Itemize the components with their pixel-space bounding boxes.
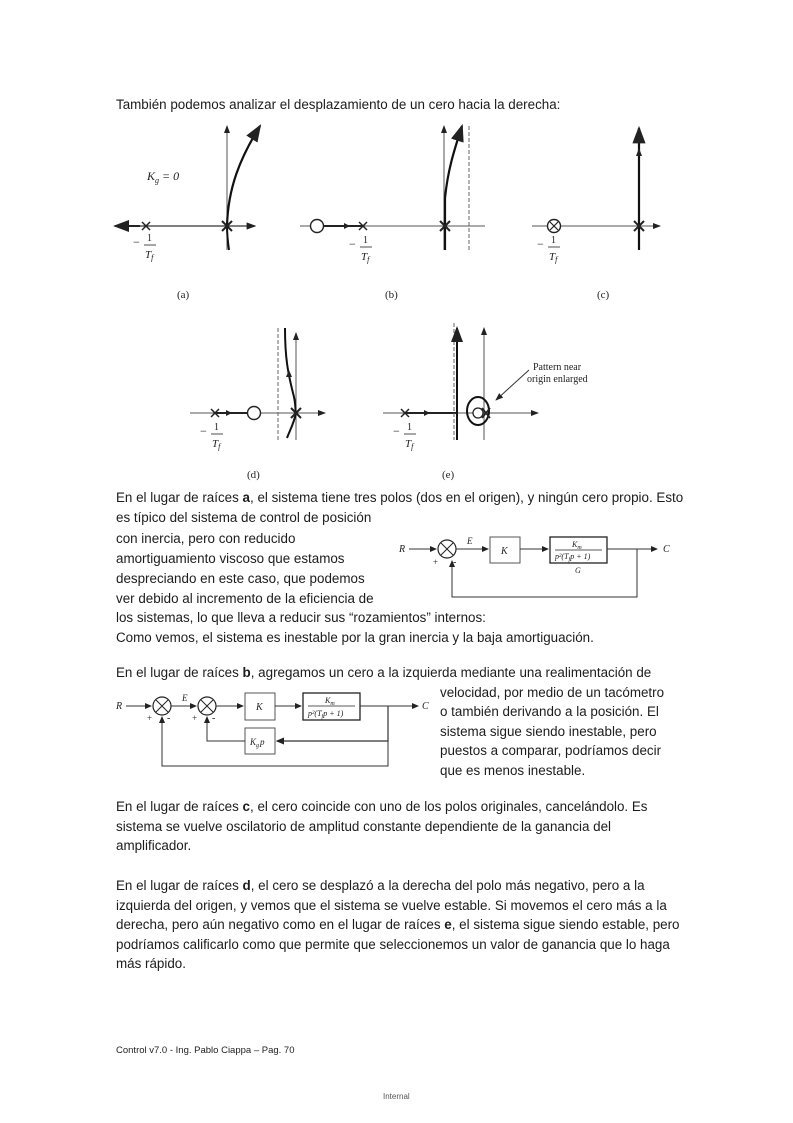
classification-label: Internal — [383, 1092, 410, 1101]
fraction-num: 1 — [147, 233, 152, 244]
para-b-line2: velocidad, por medio de un tacómetro — [440, 685, 665, 700]
svg-text:K: K — [256, 702, 263, 713]
para-b-line3: o también derivando a la posición. El — [440, 704, 659, 719]
svg-text:1: 1 — [214, 422, 219, 433]
intro-text: También podemos analizar el desplazamiento de un cero hacia la derecha: — [116, 97, 561, 112]
para-b-line4: sistema sigue siendo inestable, pero — [440, 724, 657, 739]
para-c-line3: amplificador. — [116, 838, 192, 853]
plant-label: G — [575, 566, 581, 575]
svg-text:−: − — [349, 237, 356, 251]
para-d-line2: izquierda del origen, y vemos que el sistema se vuelve estable. Si movemos el cero más a la — [116, 898, 667, 913]
svg-text:+: + — [147, 713, 153, 723]
para-a-line1: En el lugar de raíces a, el sistema tiene tres polos (dos en el origen), y ningún cero propio. Esto — [116, 490, 684, 505]
output-label: C — [422, 701, 429, 712]
output-label: C — [663, 544, 670, 555]
para-d-line5: más rápido. — [116, 956, 186, 971]
svg-text:1: 1 — [407, 422, 412, 433]
annotation-arrow — [496, 370, 529, 400]
svg-text:1: 1 — [551, 235, 556, 246]
caption-d: (d) — [247, 469, 260, 481]
svg-text:1: 1 — [363, 235, 368, 246]
annotation-line2: origin enlarged — [527, 374, 588, 385]
para-b-line6: que es menos inestable. — [440, 763, 586, 778]
svg-text:+: + — [433, 557, 439, 567]
summing-junction — [438, 540, 456, 558]
error-label: E — [182, 693, 188, 703]
svg-text:p²(Tfp + 1): $p^2(T_fp + 1)$ — [308, 709, 344, 720]
para-a-line4: amortiguamiento viscoso que estamos — [116, 551, 345, 566]
svg-text:-: - — [212, 713, 216, 724]
caption-c: (c) — [597, 289, 610, 301]
locus-branch — [227, 126, 260, 226]
svg-text:−: − — [200, 424, 207, 438]
root-locus-b — [300, 126, 485, 301]
zero-marker — [248, 407, 261, 420]
svg-text:−: − — [393, 424, 400, 438]
root-locus-d — [190, 328, 325, 481]
para-c-line1: En el lugar de raíces c, el cero coincide con uno de los polos originales, cancelándolo. Es — [116, 799, 648, 814]
svg-text:p²(Tfp + 1): $p^2(T_fp + 1)$ — [555, 552, 591, 563]
input-label: R — [399, 544, 406, 555]
svg-text:Tf: Tf — [405, 438, 414, 451]
svg-text:-: - — [167, 713, 171, 724]
para-b-line1: En el lugar de raíces b, agregamos un cero a la izquierda mediante una realimentación de — [116, 665, 652, 680]
svg-text:−: − — [537, 237, 544, 251]
svg-text:Tf: Tf — [549, 251, 558, 264]
svg-text:Tf: Tf — [212, 438, 221, 451]
svg-text:K: K — [501, 546, 508, 557]
input-label: R — [116, 701, 123, 712]
root-locus-c — [532, 128, 660, 301]
para-d-line4: podríamos calificarlo como que permite que seleccionemos un valor de ganancia que lo haga — [116, 937, 670, 952]
annotation-line1: Pattern near — [533, 362, 582, 373]
zero-marker — [473, 408, 483, 418]
caption-a: (a) — [177, 289, 190, 301]
svg-text:Tf: Tf — [361, 251, 370, 264]
feedback-path — [452, 549, 637, 597]
zero-marker — [311, 220, 324, 233]
para-a-line6: ver debido al incremento de la eficiencia de — [116, 591, 374, 606]
root-locus-e — [383, 323, 588, 481]
para-a-line3: con inercia, pero con reducido — [116, 531, 296, 546]
para-b-line5: puestos a comparar, podríamos decir — [440, 743, 662, 758]
locus-branch — [445, 126, 462, 198]
error-label: E — [467, 536, 473, 546]
para-a-line5: despreciando en este caso, que podemos — [116, 571, 365, 586]
para-c-line2: sistema se vuelve oscilatorio de amplitud constante dependiente de la ganancia del — [116, 819, 612, 834]
root-locus-a — [115, 126, 260, 301]
para-a-line2: es típico del sistema de control de posición — [116, 510, 372, 525]
para-a-line8: Como vemos, el sistema es inestable por la gran inercia y la baja amortiguación. — [116, 630, 594, 645]
para-d-line3: derecha, pero aún negativo como en el lugar de raíces e, el sistema sigue siendo estable, pero — [116, 917, 680, 932]
block-diagram-tacho-feedback — [110, 685, 430, 775]
root-locus-figures — [100, 118, 700, 488]
locus-branch — [285, 328, 296, 438]
minus-sign: − — [133, 235, 140, 249]
svg-text:Kgp: $K_gp$ — [250, 737, 265, 749]
caption-e: (e) — [442, 469, 455, 481]
page-footer: Control v7.0 - Ing. Pablo Ciappa – Pag. 70 — [116, 1045, 295, 1056]
kg-label: $K_g = 0$ — [147, 169, 180, 185]
fraction-den: Tf — [145, 249, 154, 262]
svg-text:Km: $K_m$ — [325, 696, 335, 707]
para-d-line1: En el lugar de raíces d, el cero se desplazó a la derecha del polo más negativo, pero a la — [116, 878, 645, 893]
svg-text:-: - — [453, 557, 457, 568]
svg-text:Km: $K_m$ — [572, 540, 582, 551]
para-a-line7: los sistemas, lo que lleva a reducir sus “rozamientos” internos: — [116, 610, 486, 625]
svg-text:+: + — [192, 713, 198, 723]
caption-b: (b) — [385, 289, 398, 301]
block-diagram-unity-feedback — [395, 525, 695, 605]
